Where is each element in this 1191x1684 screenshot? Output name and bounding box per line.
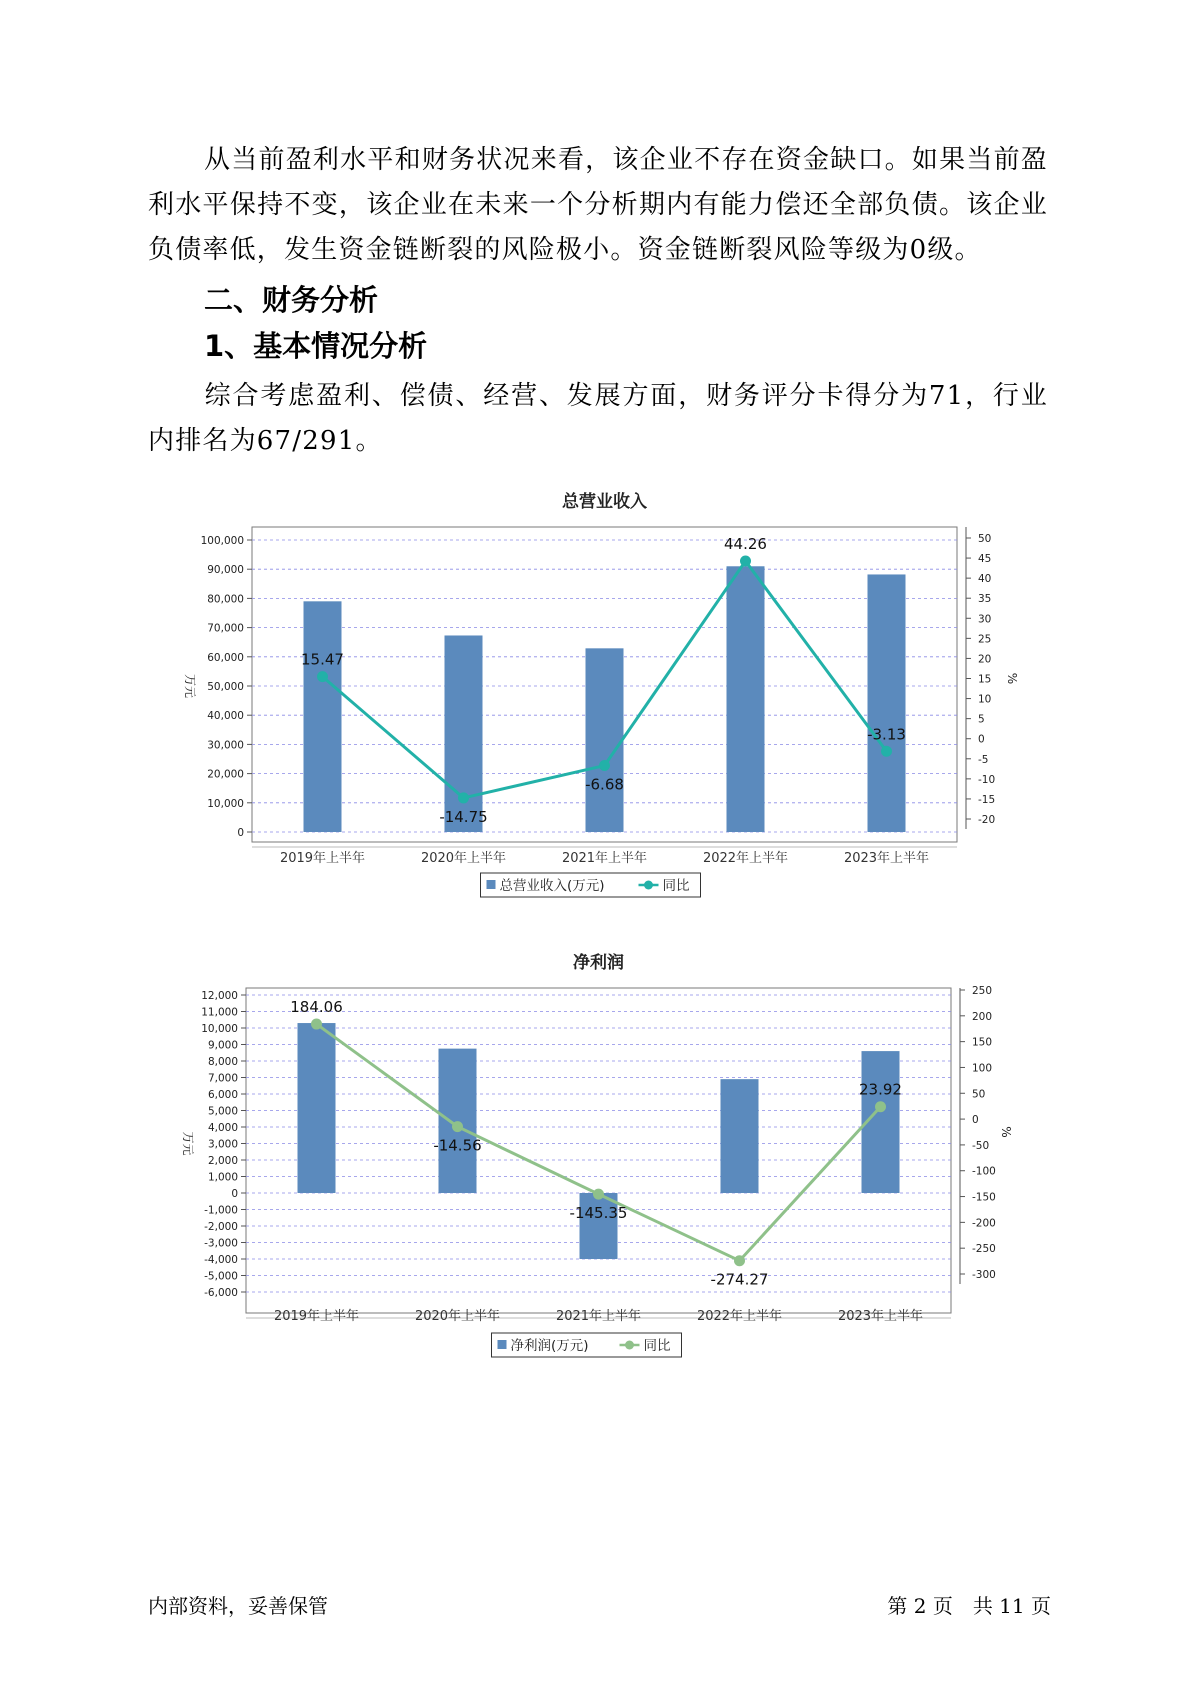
- y2-tick-label: 0: [978, 733, 985, 746]
- bar: [727, 566, 765, 832]
- y2-tick-label: -300: [972, 1269, 996, 1281]
- legend-label-line: 同比: [662, 878, 690, 894]
- data-label: -6.68: [585, 775, 624, 794]
- legend-swatch-marker: [644, 881, 653, 890]
- legend-label-bar: 总营业收入(万元): [499, 878, 605, 894]
- category-label: 2023年上半年: [837, 1309, 924, 1324]
- subsection-heading-basic-analysis: 1、基本情况分析: [204, 329, 428, 363]
- legend-swatch-bar: [498, 1340, 507, 1349]
- y-tick-label: 5,000: [207, 1105, 238, 1118]
- y-tick-label: 0: [231, 1188, 238, 1200]
- y2-axis-title: %: [999, 1126, 1013, 1138]
- legend-label-bar: 净利润(万元): [510, 1338, 589, 1354]
- data-label: 15.47: [301, 650, 344, 669]
- y2-tick-label: 10: [978, 693, 992, 706]
- yoy-point: [740, 556, 751, 567]
- category-label: 2020年上半年: [414, 1309, 501, 1324]
- legend-label-line: 同比: [643, 1338, 671, 1354]
- y2-axis-title: %: [1005, 672, 1019, 685]
- y-tick-label: -2,000: [204, 1221, 238, 1233]
- y-axis-title: 万元: [183, 673, 197, 699]
- net-profit-chart: [0, 940, 1191, 1384]
- y-tick-label: 50,000: [207, 681, 244, 693]
- y-tick-label: 11,000: [201, 1006, 238, 1019]
- category-label: 2023年上半年: [843, 851, 930, 866]
- category-label: 2021年上半年: [561, 851, 648, 866]
- y2-tick-label: 15: [978, 673, 992, 686]
- category-label: 2022年上半年: [702, 851, 789, 866]
- revenue-chart: [0, 480, 1191, 914]
- yoy-point: [875, 1101, 886, 1112]
- y-tick-label: -4,000: [204, 1254, 238, 1266]
- y2-tick-label: -250: [972, 1243, 996, 1256]
- data-label: -14.56: [433, 1136, 482, 1155]
- data-label: -3.13: [867, 725, 906, 744]
- y2-tick-label: 100: [972, 1062, 993, 1075]
- y2-tick-label: 35: [978, 593, 992, 606]
- y-tick-label: -6,000: [204, 1287, 238, 1299]
- section-heading-financial-analysis: 二、财务分析: [204, 283, 379, 317]
- y-tick-label: 12,000: [201, 990, 238, 1002]
- data-label: -274.27: [710, 1270, 769, 1289]
- y2-tick-label: 50: [972, 1088, 986, 1101]
- y-tick-label: 1,000: [207, 1171, 238, 1184]
- y2-tick-label: 30: [978, 613, 992, 626]
- y2-tick-label: 5: [978, 713, 985, 726]
- category-label: 2022年上半年: [696, 1309, 783, 1324]
- yoy-point: [734, 1255, 745, 1266]
- y-tick-label: 60,000: [207, 651, 244, 664]
- y2-tick-label: 250: [972, 985, 993, 997]
- data-label: 184.06: [290, 998, 343, 1017]
- y-axis-title: 万元: [181, 1131, 195, 1156]
- y-tick-label: 40,000: [207, 710, 244, 723]
- y2-tick-label: -50: [972, 1139, 990, 1152]
- bar: [580, 1193, 618, 1259]
- bar: [721, 1079, 759, 1193]
- category-label: 2020年上半年: [420, 851, 507, 866]
- y-tick-label: 3,000: [207, 1138, 238, 1151]
- category-label: 2019年上半年: [279, 851, 366, 866]
- yoy-point: [452, 1121, 463, 1132]
- yoy-point: [599, 760, 610, 771]
- y-tick-label: 8,000: [207, 1056, 238, 1068]
- y-tick-label: 30,000: [207, 739, 244, 752]
- y-tick-label: 7,000: [207, 1072, 238, 1085]
- y2-tick-label: -10: [978, 773, 996, 786]
- footer-page-number: 第 2 页 共 11 页: [887, 1594, 1051, 1618]
- data-label: 44.26: [724, 535, 767, 554]
- y-tick-label: 70,000: [207, 622, 244, 635]
- data-label: 23.92: [859, 1080, 902, 1099]
- y-tick-label: 100,000: [200, 535, 244, 547]
- y2-tick-label: 25: [978, 633, 992, 646]
- yoy-point: [593, 1189, 604, 1200]
- y-tick-label: 4,000: [207, 1122, 238, 1134]
- y-tick-label: -5,000: [204, 1270, 238, 1283]
- y-tick-label: -3,000: [204, 1237, 238, 1250]
- y-tick-label: -1,000: [204, 1204, 238, 1217]
- y-tick-label: 9,000: [207, 1039, 238, 1052]
- bar: [868, 574, 906, 832]
- bar: [298, 1023, 336, 1193]
- y2-tick-label: 45: [978, 553, 992, 566]
- net-profit-chart-svg: [0, 940, 1191, 1380]
- yoy-point: [317, 671, 328, 682]
- yoy-point: [458, 792, 469, 803]
- paragraph-funding-gap: 从当前盈利水平和财务状况来看，该企业不存在资金缺口。如果当前盈利水平保持不变，该企业在未来一个分析期内有能力偿还全部负债。该企业负债率低，发生资金链断裂的风险极小。资金链断裂风险等级为0级。: [148, 145, 1048, 265]
- y2-tick-label: -150: [972, 1191, 996, 1204]
- plot-frame: [246, 988, 951, 1313]
- bar: [304, 601, 342, 832]
- y2-tick-label: 150: [972, 1036, 993, 1049]
- y2-tick-label: -15: [978, 793, 996, 806]
- y-tick-label: 10,000: [207, 797, 244, 810]
- data-label: -145.35: [569, 1204, 628, 1223]
- chart-title: 净利润: [573, 953, 624, 973]
- footer-confidential: 内部资料，妥善保管: [148, 1594, 328, 1618]
- y-tick-label: 10,000: [201, 1023, 238, 1035]
- y2-tick-label: -5: [978, 753, 989, 766]
- legend-swatch-bar: [487, 880, 496, 889]
- y2-tick-label: 200: [972, 1010, 993, 1023]
- revenue-chart-svg: [0, 480, 1191, 910]
- bar: [586, 648, 624, 832]
- y2-tick-label: 0: [972, 1114, 979, 1127]
- y-tick-label: 20,000: [207, 768, 244, 781]
- y-tick-label: 80,000: [207, 593, 244, 606]
- y-tick-label: 0: [237, 827, 244, 839]
- y-tick-label: 6,000: [207, 1089, 238, 1101]
- y2-tick-label: 20: [978, 653, 992, 666]
- data-label: -14.75: [439, 807, 488, 826]
- yoy-point: [881, 746, 892, 757]
- category-label: 2021年上半年: [555, 1309, 642, 1324]
- category-label: 2019年上半年: [273, 1309, 360, 1324]
- y2-tick-label: 50: [978, 533, 992, 545]
- y2-tick-label: -200: [972, 1217, 996, 1230]
- yoy-point: [311, 1019, 322, 1030]
- y2-tick-label: -20: [978, 814, 996, 826]
- legend-swatch-marker: [625, 1341, 634, 1350]
- chart-title: 总营业收入: [562, 492, 647, 512]
- bar: [439, 1049, 477, 1193]
- y2-tick-label: -100: [972, 1165, 996, 1178]
- y2-tick-label: 40: [978, 573, 992, 586]
- paragraph-scorecard: 综合考虑盈利、偿债、经营、发展方面，财务评分卡得分为71，行业内排名为67/291。: [148, 381, 1048, 456]
- y-tick-label: 2,000: [207, 1155, 238, 1167]
- y-tick-label: 90,000: [207, 564, 244, 577]
